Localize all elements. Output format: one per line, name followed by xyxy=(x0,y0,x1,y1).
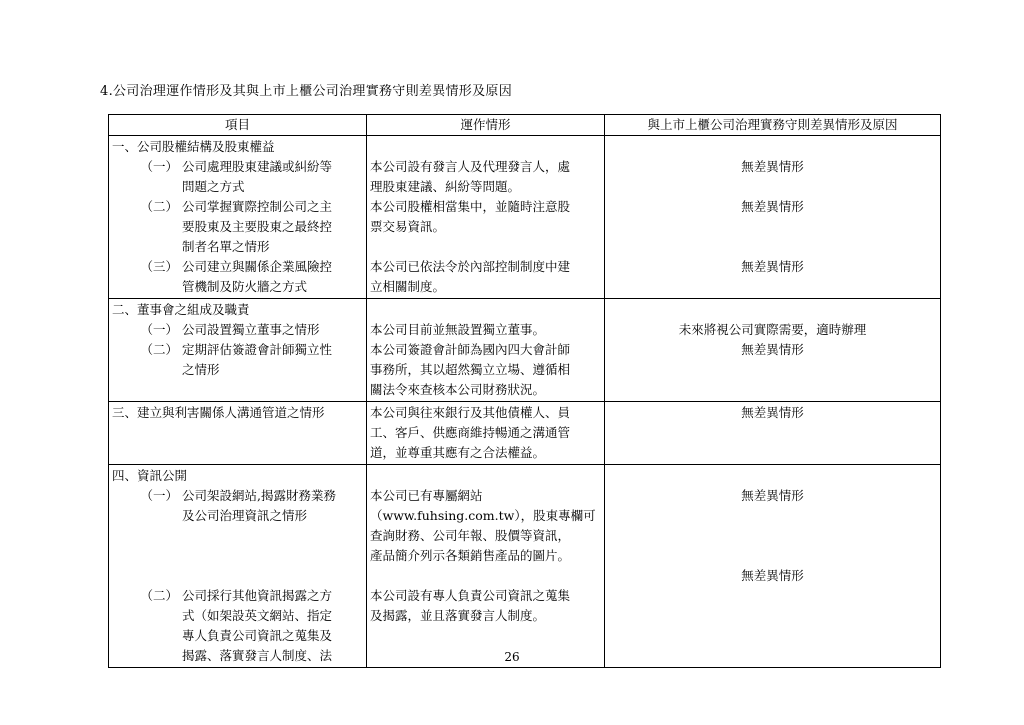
table-row xyxy=(109,465,941,668)
section-heading: 4.公司治理運作情形及其與上市上櫃公司治理實務守則差異情形及原因 xyxy=(100,84,513,99)
operation-cell: 本公司已有專屬網站 （www.fuhsing.com.tw），股東專欄可 查詢財務、公司年報、股價等資訊， 產品簡介列示各類銷售產品的圖片。 本公司設有專人負責公司資訊之蒐集 及揭露，並且落實發言人制度。 xyxy=(367,465,605,668)
item-cell xyxy=(109,402,367,465)
operation-cell: 本公司目前並無設置獨立董事。 本公司簽證會計師為國內四大會計師 事務所，其以超然獨立立場、遵循相 關法令來查核本公司財務狀況。 xyxy=(367,299,605,402)
sub-item: （一） 公司設置獨立董事之情形 xyxy=(140,322,320,337)
operation-cell: 本公司與往來銀行及其他債權人、員 工、客戶、供應商維持暢通之溝通管 道，並尊重其應有之合法權益。 xyxy=(367,402,605,465)
sub-item: （一） 公司架設網站,揭露財務業務 及公司治理資訊之情形 xyxy=(140,488,336,523)
section-title: 一、公司股權結構及股東權益 xyxy=(112,139,275,154)
sub-item: （二） 公司掌握實際控制公司之主 要股東及主要股東之最終控 制者名單之情形 xyxy=(140,199,333,254)
header-difference: 與上市上櫃公司治理實務守則差異情形及原因 xyxy=(605,115,941,136)
difference-cell: 無差異情形 無差異情形 無差異情形 xyxy=(605,136,941,299)
sub-item: （二） 定期評估簽證會計師獨立性 之情形 xyxy=(140,342,333,377)
difference-cell: 無差異情形 無差異情形 xyxy=(605,465,941,668)
sub-item: （二） 公司採行其他資訊揭露之方 式（如架設英文網站、指定 專人負責公司資訊之蒐集及 揭露、落實發言人制度、法 xyxy=(140,588,333,663)
sub-item: （一） 公司處理股東建議或糾紛等 問題之方式 xyxy=(140,159,333,194)
difference-cell: 無差異情形 xyxy=(605,402,941,465)
table-row xyxy=(109,136,941,299)
table-header-row xyxy=(109,115,941,136)
governance-table xyxy=(108,114,941,668)
header-operation: 運作情形 xyxy=(367,115,605,136)
item-cell xyxy=(109,136,367,299)
header-item: 項目 xyxy=(109,115,367,136)
item-cell xyxy=(109,465,367,668)
table-row xyxy=(109,402,941,465)
section-title: 四、資訊公開 xyxy=(112,468,188,483)
page-number: 26 xyxy=(504,650,520,664)
section-title: 二、董事會之組成及職責 xyxy=(112,302,250,317)
section-title: 三、建立與利害關係人溝通管道之情形 xyxy=(112,405,325,420)
difference-cell: 未來將視公司實際需要，適時辦理 無差異情形 xyxy=(605,299,941,402)
operation-cell: 本公司設有發言人及代理發言人，處 理股東建議、糾紛等問題。 本公司股權相當集中，並隨時注意股 票交易資訊。 本公司已依法令於內部控制制度中建 立相關制度。 xyxy=(367,136,605,299)
item-cell xyxy=(109,299,367,402)
sub-item: （三） 公司建立與關係企業風險控 管機制及防火牆之方式 xyxy=(140,259,333,294)
table-row xyxy=(109,299,941,402)
